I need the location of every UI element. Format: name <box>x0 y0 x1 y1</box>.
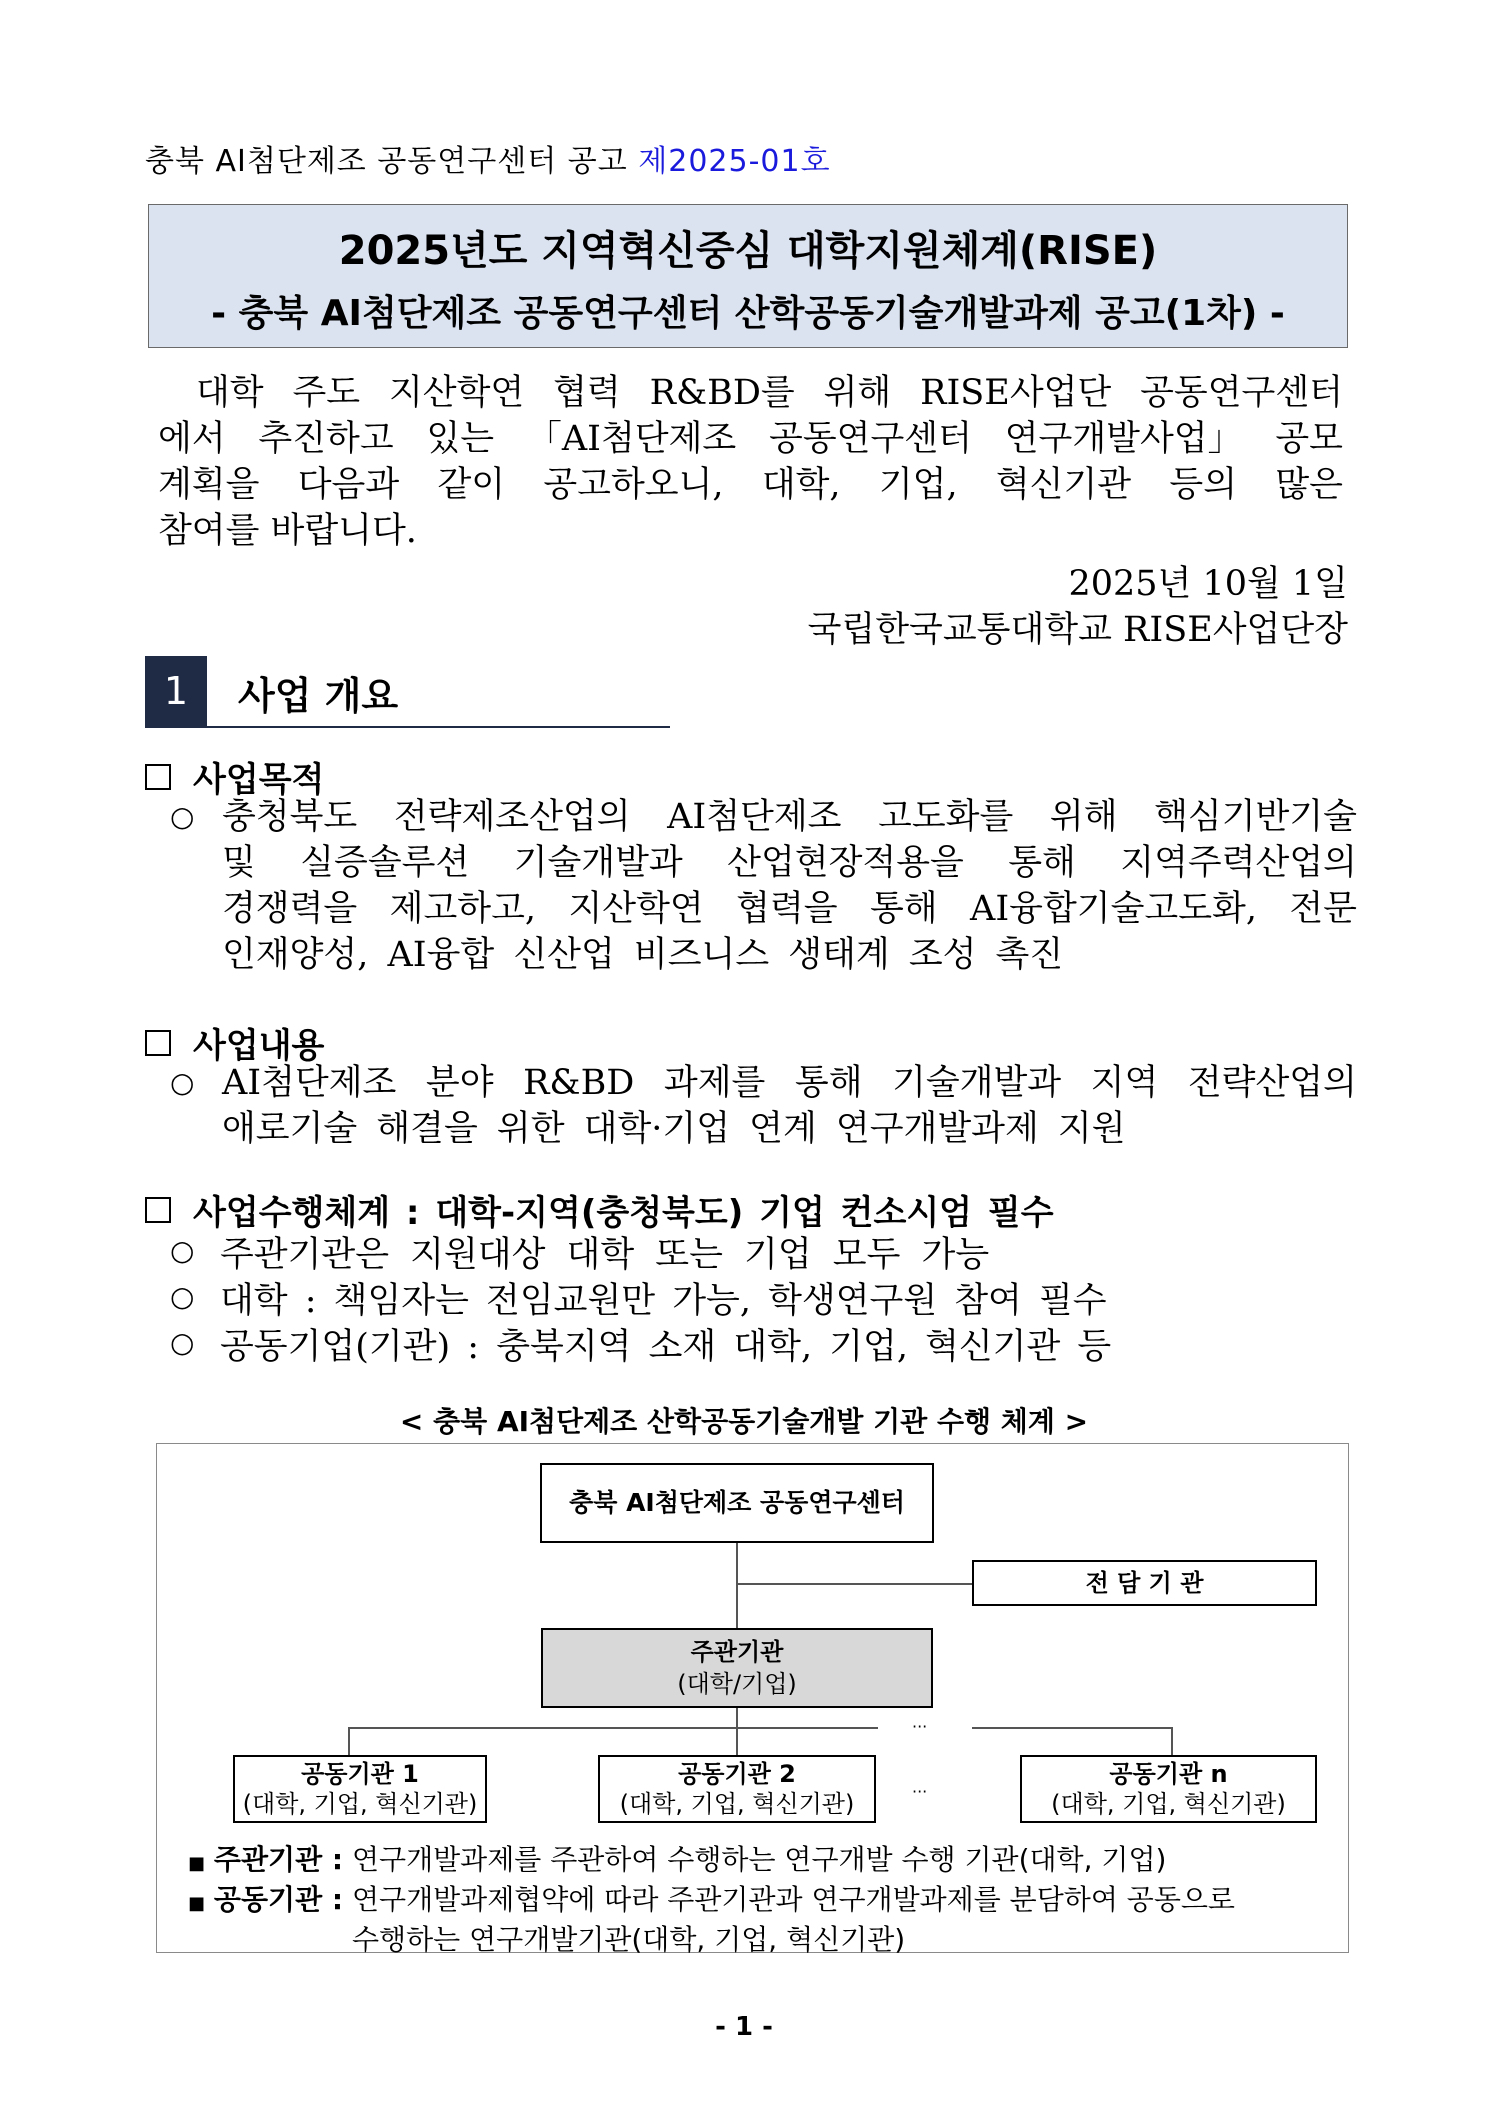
circle-bullet-icon: ○ <box>170 1234 195 1267</box>
word: 과제를 <box>663 1063 766 1103</box>
word: R&BD를 <box>649 373 795 413</box>
word: 연구개발사업」 <box>1004 419 1243 459</box>
word: 전략제조산업의 <box>393 797 631 837</box>
lead-box <box>541 1628 933 1708</box>
word: 통해 <box>794 1063 863 1103</box>
ellipsis-top: ··· <box>912 1717 928 1736</box>
connector-line <box>737 1583 973 1585</box>
partner-box-n <box>1020 1755 1317 1823</box>
word: 전략산업의 <box>1187 1063 1357 1103</box>
word: AI첨단제조 <box>222 1063 397 1103</box>
word: 공모 <box>1275 419 1343 459</box>
content-line-1 <box>222 1060 1357 1106</box>
purpose-body <box>222 794 1357 978</box>
connector-line <box>736 1708 738 1728</box>
system-item-1: 주관기관은 지원대상 대학 또는 기업 모두 가능 <box>220 1235 990 1275</box>
intro-line-1 <box>158 370 1343 416</box>
legend-partner-cont: 수행하는 연구개발기관(대학, 기업, 혁신기관) <box>352 1923 906 1956</box>
legend-term: 공동기관 : <box>213 1883 344 1916</box>
word: 지역주력산업의 <box>1120 843 1357 883</box>
word: AI첨단제조 <box>667 797 842 837</box>
legend-desc: 연구개발과제를 주관하여 수행하는 연구개발 수행 기관(대학, 기업) <box>351 1843 1167 1876</box>
partner-name: 공동기관 2 <box>678 1760 796 1788</box>
word: 통해 <box>870 889 938 929</box>
connector-line <box>972 1727 1173 1729</box>
square-bullet-icon: ■ <box>188 1893 206 1914</box>
purpose-line-2 <box>222 840 1357 886</box>
notice-prefix: 충북 AI첨단제조 공동연구센터 공고 <box>145 144 628 179</box>
word: 및 <box>222 843 256 883</box>
partner-box-2 <box>598 1755 876 1823</box>
intro-line-2 <box>158 416 1343 462</box>
content-heading-text: 사업내용 <box>193 1026 325 1066</box>
word: 위해 <box>823 373 892 413</box>
word: 인재양성, AI융합 신산업 비즈니스 생태계 조성 촉진 <box>222 935 1064 975</box>
partner-name: 공동기관 1 <box>301 1760 419 1788</box>
system-item-2: 대학 : 책임자는 전임교원만 가능, 학생연구원 참여 필수 <box>220 1281 1107 1321</box>
notice-line <box>145 136 831 180</box>
word: 지산학연 <box>389 373 525 413</box>
word: 제고하고, <box>389 889 537 929</box>
word: 산업현장적용을 <box>727 843 964 883</box>
connector-line <box>1171 1727 1173 1755</box>
issuing-org: 국립한국교통대학교 RISE사업단장 <box>807 610 1348 650</box>
word: 대학 <box>196 373 264 413</box>
checkbox-icon <box>145 1197 171 1223</box>
word: 기술개발과 <box>513 843 683 883</box>
connector-line <box>348 1727 350 1755</box>
section-number: 1 <box>145 656 207 726</box>
legend-partner <box>188 1878 1235 1918</box>
connector-line <box>736 1727 738 1755</box>
checkbox-icon <box>145 764 171 790</box>
word: 등의 <box>1169 465 1238 505</box>
word: 협력을 <box>736 889 838 929</box>
notice-date: 2025년 10월 1일 <box>1068 564 1348 604</box>
word: 애로기술 해결을 위한 대학·기업 연계 연구개발과제 지원 <box>222 1109 1126 1149</box>
page-number: - 1 - <box>715 2012 773 2042</box>
system-item-3: 공동기업(기관) : 충북지역 소재 대학, 기업, 혁신기관 등 <box>220 1327 1112 1367</box>
word: RISE사업단 <box>920 373 1112 413</box>
word: 같이 <box>437 465 506 505</box>
legend-desc: 연구개발과제협약에 따라 주관기관과 연구개발과제를 분담하여 공동으로 <box>351 1883 1235 1916</box>
lead-name: 주관기관 <box>690 1638 784 1666</box>
word: 다음과 <box>297 465 400 505</box>
word: R&BD <box>523 1063 635 1103</box>
connector-line <box>736 1543 738 1628</box>
word: 핵심기반기술 <box>1154 797 1357 837</box>
intro-line-3 <box>158 462 1343 508</box>
title-line-2: - 충북 AI첨단제조 공동연구센터 산학공동기술개발과제 공고(1차) - <box>211 293 1285 334</box>
word: 고도화를 <box>878 797 1014 837</box>
content-body <box>222 1060 1357 1152</box>
word: 계획을 <box>158 465 260 505</box>
word: 통해 <box>1008 843 1076 883</box>
word: 기업, <box>878 465 958 505</box>
system-heading-text: 사업수행체계 : 대학-지역(충청북도) 기업 컨소시엄 필수 <box>193 1193 1054 1233</box>
word: 분야 <box>425 1063 494 1103</box>
lead-sub: (대학/기업) <box>677 1670 797 1698</box>
section-title: 사업 개요 <box>238 674 399 718</box>
circle-bullet-icon: ○ <box>170 1066 195 1099</box>
intro-paragraph <box>158 370 1343 554</box>
word: 충청북도 <box>222 797 358 837</box>
word: 추진하고 <box>258 419 394 459</box>
word: 기술개발과 <box>892 1063 1062 1103</box>
word: 에서 <box>158 419 226 459</box>
word: 위해 <box>1049 797 1118 837</box>
partner-box-1 <box>233 1755 487 1823</box>
partner-name: 공동기관 n <box>1109 1760 1228 1788</box>
purpose-heading-text: 사업목적 <box>193 760 325 800</box>
orgchart-caption: < 충북 AI첨단제조 산학공동기술개발 기관 수행 체계 > <box>399 1405 1089 1438</box>
word: 협력 <box>553 373 621 413</box>
word: 경쟁력을 <box>222 889 358 929</box>
purpose-line-3 <box>222 886 1357 932</box>
word: 지산학연 <box>568 889 704 929</box>
word: 주도 <box>292 373 361 413</box>
title-line-1: 2025년도 지역혁신중심 대학지원체계(RISE) <box>338 228 1158 274</box>
word: 대학, <box>761 465 841 505</box>
partner-sub: (대학, 기업, 혁신기관) <box>619 1790 855 1818</box>
word: 많은 <box>1275 465 1343 505</box>
word: 참여를 바랍니다. <box>158 511 417 551</box>
word: 공동연구센터 <box>1140 373 1343 413</box>
word: 실증솔루션 <box>300 843 470 883</box>
agency-box: 전 담 기 관 <box>972 1560 1317 1606</box>
partner-sub: (대학, 기업, 혁신기관) <box>242 1790 478 1818</box>
circle-bullet-icon: ○ <box>170 1326 195 1359</box>
content-line-2 <box>222 1106 1357 1152</box>
circle-bullet-icon: ○ <box>170 1280 195 1313</box>
word: 공고하오니, <box>543 465 724 505</box>
title-box <box>148 204 1348 348</box>
circle-bullet-icon: ○ <box>170 800 195 833</box>
word: 혁신기관 <box>995 465 1132 505</box>
word: 전문 <box>1289 889 1357 929</box>
word: AI융합기술고도화, <box>970 889 1257 929</box>
legend-lead <box>188 1838 1166 1878</box>
word: 있는 <box>426 419 495 459</box>
word: 「AI첨단제조 <box>526 419 737 459</box>
ellipsis-middle: ··· <box>912 1782 928 1801</box>
center-box: 충북 AI첨단제조 공동연구센터 <box>540 1463 934 1543</box>
partner-sub: (대학, 기업, 혁신기관) <box>1051 1790 1286 1818</box>
square-bullet-icon: ■ <box>188 1853 206 1874</box>
purpose-line-1 <box>222 794 1357 840</box>
purpose-line-4 <box>222 932 1357 978</box>
connector-line <box>348 1727 878 1729</box>
section-underline <box>145 726 670 728</box>
word: 지역 <box>1090 1063 1159 1103</box>
word: 공동연구센터 <box>769 419 972 459</box>
notice-number: 제2025-01호 <box>638 144 831 179</box>
legend-term: 주관기관 : <box>213 1843 344 1876</box>
checkbox-icon <box>145 1030 171 1056</box>
intro-line-4 <box>158 508 1343 554</box>
